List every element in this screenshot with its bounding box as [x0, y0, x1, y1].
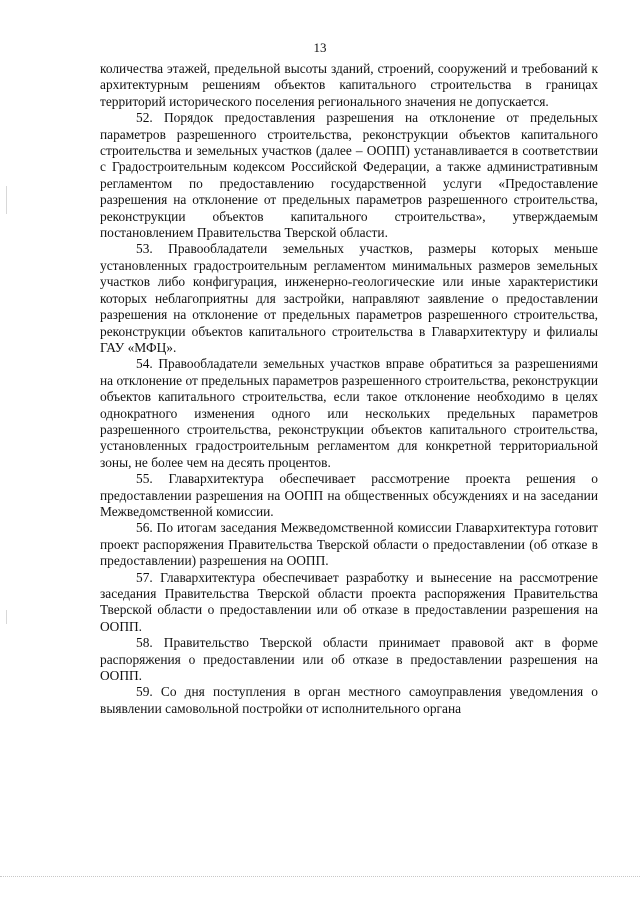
paragraph-59: 59. Со дня поступления в орган местного самоуправления уведомления о выявлении самовольной постройки от исполнительного органа: [100, 684, 598, 716]
paragraph-58: 58. Правительство Тверской области принимает правовой акт в форме распоряжения о предоставлении или об отказе в предоставлении разрешения на ООПП.: [100, 635, 598, 684]
paragraph-52: 52. Порядок предоставления разрешения на отклонение от предельных параметров разрешенного строительства, реконструкции объектов капитального строительства и земельных участков (далее – ООПП) устанавливается в соответствии с Градостроительным кодексом Российской Федерации, а также административным регламентом по предоставлению государственной услуги «Предоставление разрешения на отклонение от предельных параметров разрешенного строительства, реконструкции объектов капитального строительства», утверждаемым постановлением Правительства Тверской области.: [100, 110, 598, 241]
scan-bottom-edge: [0, 876, 640, 878]
paragraph-53: 53. Правообладатели земельных участков, размеры которых меньше установленных градостроительным регламентом минимальных размеров земельных участков либо конфигурация, инженерно-геологические или иные характеристики которых неблагоприятны для застройки, направляют заявление о предоставлении разрешения на отклонение от предельных параметров разрешенного строительства, реконструкции объектов капитального строительства в Главархитектуру и филиалы ГАУ «МФЦ».: [100, 241, 598, 355]
paragraph-55: 55. Главархитектура обеспечивает рассмотрение проекта решения о предоставлении разрешения на ООПП на общественных обсуждениях и на заседании Межведомственной комиссии.: [100, 471, 598, 519]
scan-margin-mark: [6, 610, 7, 624]
paragraph-56: 56. По итогам заседания Межведомственной комиссии Главархитектура готовит проект распоряжения Правительства Тверской области о предоставлении (об отказе в предоставлении) разрешения на ООПП.: [100, 520, 598, 569]
paragraph-54: 54. Правообладатели земельных участков вправе обратиться за разрешениями на отклонение от предельных параметров разрешенного строительства, реконструкции объектов капитального строительства, если такое отклонение необходимо в целях однократного изменения одного или нескольких предельных параметров разрешенного строительства, реконструкции объектов капитального строительства, установленных градостроительным регламентом для конкретной территориальной зоны, не более чем на десять процентов.: [100, 356, 599, 470]
paragraph-continuation: количества этажей, предельной высоты зданий, строений, сооружений и требований к архитектурным решениям объектов капитального строительства в границах территорий исторического поселения регионального значения не допускается.: [100, 61, 598, 109]
page-number: 13: [313, 40, 327, 55]
document-body: [100, 61, 598, 717]
scan-margin-mark: [6, 186, 7, 214]
paragraph-57: 57. Главархитектура обеспечивает разработку и вынесение на рассмотрение заседания Правительства Тверской области проекта распоряжения Правительства Тверской области о предоставлении или об отказе в предоставлении разрешения на ООПП.: [100, 569, 598, 634]
